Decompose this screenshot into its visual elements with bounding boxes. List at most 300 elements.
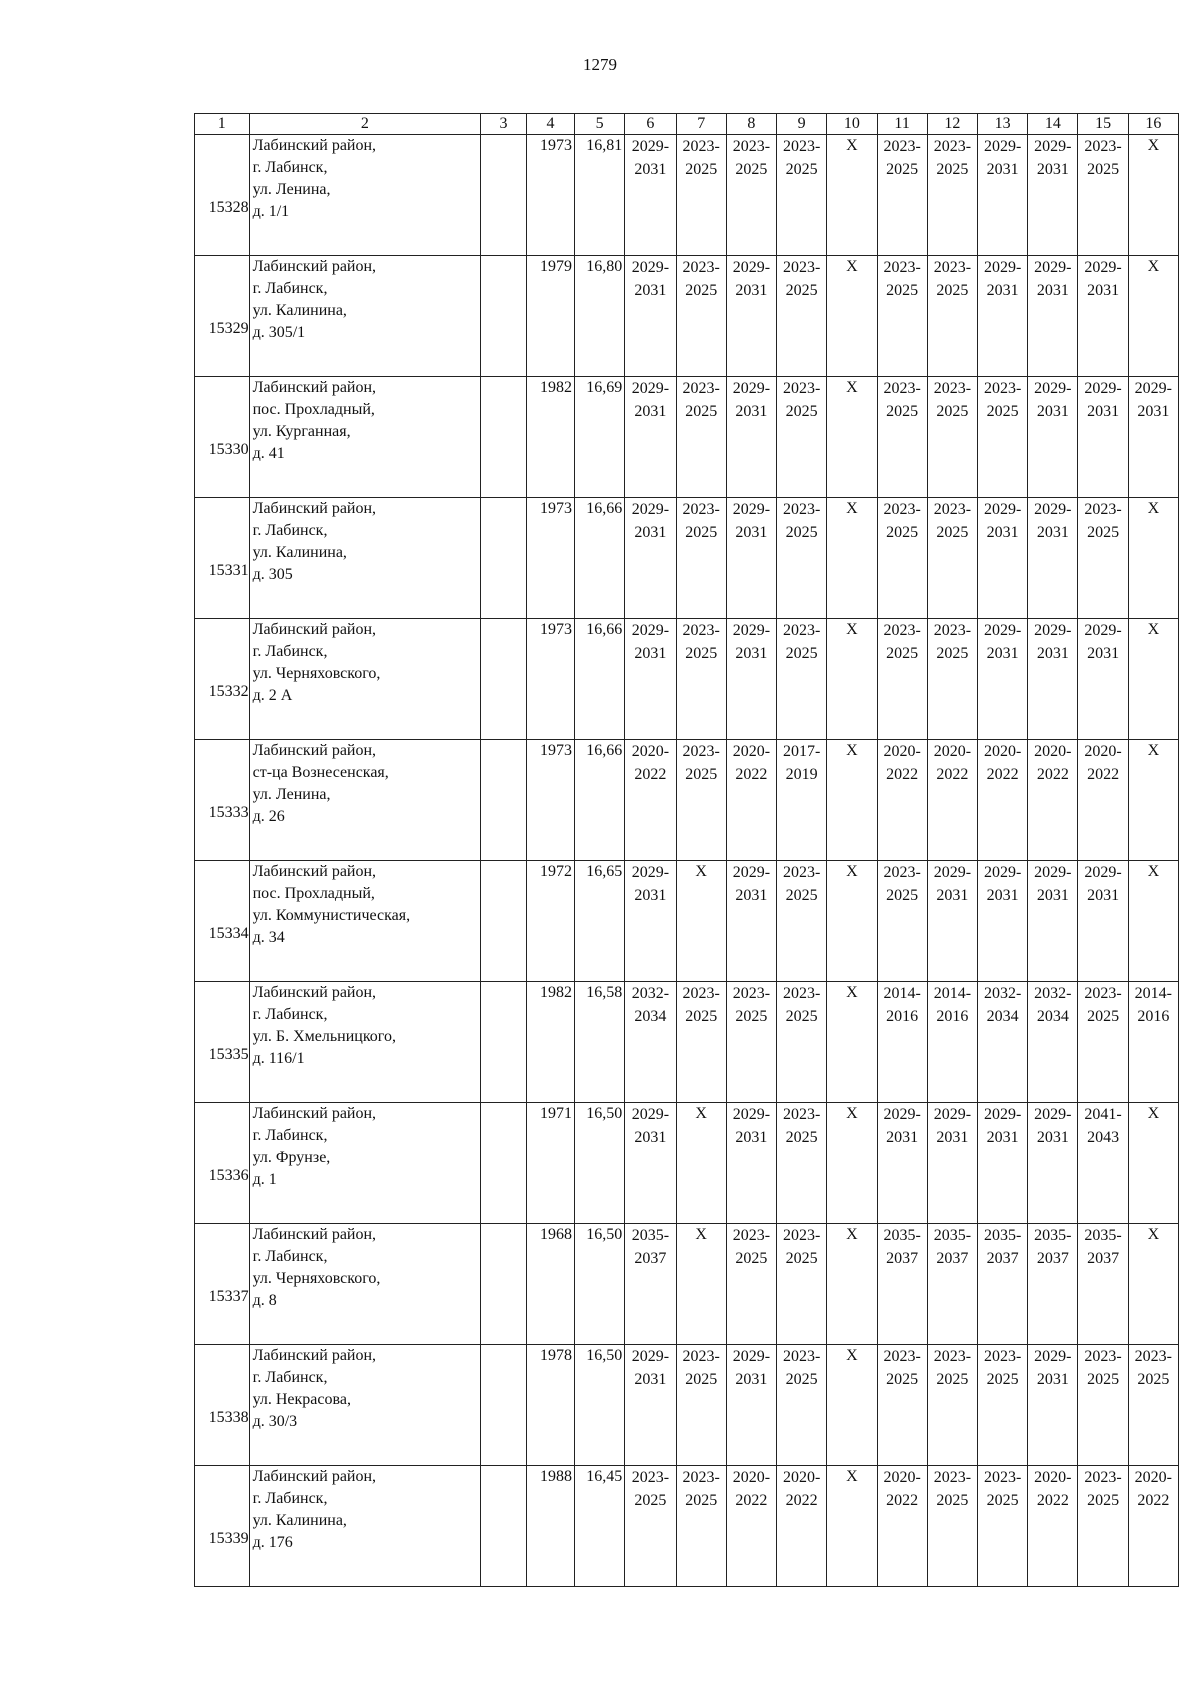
not-applicable-cell: X	[827, 1345, 877, 1466]
period-start: 2023-	[783, 1106, 821, 1123]
period-end: 2025	[1087, 524, 1120, 541]
column-header: 7	[676, 114, 726, 135]
column-header: 5	[575, 114, 625, 135]
period-start: 2029-	[631, 259, 670, 276]
period-end: 2025	[886, 887, 919, 904]
period-start: 2029-	[1034, 259, 1072, 276]
period-end: 2031	[1087, 645, 1120, 662]
record-number-cell	[195, 982, 250, 1103]
address-line: д. 41	[252, 445, 285, 462]
period-cell	[877, 982, 927, 1103]
record-number: 15331	[208, 561, 249, 579]
not-applicable-cell: X	[827, 256, 877, 377]
period-start: 2014-	[883, 985, 921, 1002]
period-start: 2029-	[983, 138, 1022, 155]
not-applicable-cell: X	[676, 1224, 726, 1345]
period-end: 2031	[1036, 282, 1069, 299]
period-cell	[1078, 1345, 1128, 1466]
column-header: 1	[195, 114, 250, 135]
address-line: д. 116/1	[252, 1050, 305, 1067]
period-end: 2031	[886, 1129, 919, 1146]
column-header: 2	[249, 114, 481, 135]
table-row	[195, 740, 1179, 861]
period-end: 2025	[1087, 1371, 1120, 1388]
record-number: 15337	[208, 1287, 249, 1305]
period-cell	[1028, 982, 1078, 1103]
period-cell	[777, 1103, 827, 1224]
address-cell	[249, 1224, 481, 1345]
period-end: 2022	[785, 1492, 818, 1509]
column-3-cell	[481, 740, 527, 861]
column-header: 14	[1028, 114, 1078, 135]
not-applicable-cell: X	[1128, 1224, 1178, 1345]
period-start: 2029-	[631, 1348, 670, 1365]
record-number: 15332	[208, 682, 249, 700]
period-cell	[726, 861, 776, 982]
period-end: 2031	[1036, 887, 1069, 904]
period-end: 2031	[1087, 282, 1120, 299]
table-row	[195, 498, 1179, 619]
address-line: г. Лабинск,	[252, 159, 328, 176]
period-end: 2031	[986, 524, 1019, 541]
period-start: 2023-	[1084, 501, 1122, 518]
period-end: 2031	[936, 887, 969, 904]
period-start: 2029-	[1034, 1348, 1072, 1365]
column-header-row	[195, 114, 1179, 135]
address-line: ул. Черняховского,	[252, 665, 381, 682]
period-start: 2035-	[983, 1227, 1022, 1244]
period-cell	[977, 498, 1027, 619]
period-cell	[877, 256, 927, 377]
period-end: 2025	[886, 403, 919, 420]
period-cell	[1028, 377, 1078, 498]
period-end: 2037	[634, 1250, 667, 1267]
not-applicable-cell: X	[1128, 619, 1178, 740]
year-cell: 1973	[526, 135, 574, 256]
period-start: 2017-	[783, 743, 821, 760]
year-cell: 1973	[526, 740, 574, 861]
address-line: ул. Ленина,	[252, 181, 331, 198]
period-cell	[676, 1466, 726, 1587]
period-end: 2025	[936, 1492, 969, 1509]
column-3-cell	[481, 982, 527, 1103]
period-start: 2029-	[1084, 864, 1122, 881]
period-start: 2035-	[933, 1227, 972, 1244]
column-3-cell	[481, 135, 527, 256]
period-start: 2023-	[1134, 1348, 1172, 1365]
year-cell: 1971	[526, 1103, 574, 1224]
period-start: 2029-	[732, 380, 771, 397]
period-cell	[625, 861, 676, 982]
period-start: 2029-	[732, 864, 771, 881]
record-number-cell	[195, 256, 250, 377]
period-cell	[977, 135, 1027, 256]
period-cell	[625, 377, 676, 498]
period-cell	[977, 619, 1027, 740]
period-end: 2025	[785, 1129, 818, 1146]
period-start: 2029-	[1034, 1106, 1072, 1123]
period-start: 2032-	[983, 985, 1022, 1002]
address-line: Лабинский район,	[252, 1347, 377, 1364]
column-header: 8	[726, 114, 776, 135]
period-cell	[977, 740, 1027, 861]
period-start: 2029-	[1034, 622, 1072, 639]
address-line: ул. Курганная,	[252, 423, 351, 440]
period-cell	[777, 1466, 827, 1587]
period-start: 2029-	[631, 622, 670, 639]
period-start: 2020-	[732, 743, 771, 760]
period-start: 2023-	[983, 1348, 1022, 1365]
period-cell	[877, 135, 927, 256]
period-start: 2023-	[1084, 1348, 1122, 1365]
period-end: 2025	[685, 161, 718, 178]
period-end: 2025	[986, 1492, 1019, 1509]
column-3-cell	[481, 256, 527, 377]
period-end: 2031	[1036, 1371, 1069, 1388]
period-end: 2034	[986, 1008, 1019, 1025]
period-cell	[1078, 498, 1128, 619]
period-cell	[1028, 1224, 1078, 1345]
period-end: 2022	[986, 766, 1019, 783]
address-line: ул. Черняховского,	[252, 1270, 381, 1287]
not-applicable-cell: X	[1128, 256, 1178, 377]
period-cell	[1028, 740, 1078, 861]
period-start: 2029-	[983, 259, 1022, 276]
address-line: г. Лабинск,	[252, 1248, 328, 1265]
period-end: 2022	[1036, 766, 1069, 783]
period-cell	[927, 1103, 977, 1224]
year-cell: 1988	[526, 1466, 574, 1587]
period-cell	[726, 982, 776, 1103]
period-end: 2031	[986, 161, 1019, 178]
address-cell	[249, 135, 481, 256]
period-cell	[625, 740, 676, 861]
period-end: 2025	[986, 1371, 1019, 1388]
period-start: 2029-	[1034, 864, 1072, 881]
period-end: 2025	[685, 1371, 718, 1388]
period-end: 2019	[785, 766, 818, 783]
address-line: ул. Калинина,	[252, 302, 347, 319]
record-number: 15329	[208, 319, 249, 337]
period-start: 2023-	[1084, 138, 1122, 155]
address-line: Лабинский район,	[252, 137, 377, 154]
period-start: 2023-	[682, 380, 720, 397]
period-cell	[726, 377, 776, 498]
period-end: 2022	[886, 766, 919, 783]
period-end: 2025	[1137, 1371, 1170, 1388]
record-number: 15334	[208, 924, 249, 942]
record-number: 15338	[208, 1408, 249, 1426]
period-end: 2031	[936, 1129, 969, 1146]
address-cell	[249, 498, 481, 619]
period-start: 2023-	[732, 985, 771, 1002]
period-cell	[927, 1345, 977, 1466]
address-cell	[249, 377, 481, 498]
period-end: 2034	[634, 1008, 667, 1025]
address-cell	[249, 740, 481, 861]
period-start: 2023-	[732, 138, 771, 155]
period-end: 2025	[936, 645, 969, 662]
period-start: 2023-	[682, 1469, 720, 1486]
period-start: 2029-	[732, 622, 771, 639]
period-end: 2025	[936, 282, 969, 299]
period-end: 2031	[735, 524, 768, 541]
period-cell	[1078, 861, 1128, 982]
address-cell	[249, 982, 481, 1103]
period-start: 2029-	[631, 864, 670, 881]
table-row	[195, 982, 1179, 1103]
year-cell: 1973	[526, 498, 574, 619]
period-start: 2023-	[682, 501, 720, 518]
period-cell	[726, 498, 776, 619]
period-start: 2029-	[1084, 380, 1122, 397]
period-end: 2031	[634, 1129, 667, 1146]
area-cell: 16,80	[575, 256, 625, 377]
address-cell	[249, 1345, 481, 1466]
period-end: 2025	[735, 1008, 768, 1025]
period-cell	[927, 256, 977, 377]
period-end: 2025	[685, 403, 718, 420]
period-cell	[1078, 1103, 1128, 1224]
column-header: 16	[1128, 114, 1178, 135]
area-cell: 16,50	[575, 1103, 625, 1224]
period-end: 2031	[634, 403, 667, 420]
period-end: 2025	[886, 645, 919, 662]
period-cell	[676, 1345, 726, 1466]
period-cell	[1078, 619, 1128, 740]
period-end: 2025	[685, 524, 718, 541]
period-end: 2025	[785, 403, 818, 420]
period-cell	[625, 619, 676, 740]
period-cell	[877, 1103, 927, 1224]
not-applicable-cell: X	[1128, 135, 1178, 256]
address-line: ул. Б. Хмельницкого,	[252, 1028, 396, 1045]
period-start: 2035-	[631, 1227, 670, 1244]
period-end: 2025	[735, 1250, 768, 1267]
period-end: 2025	[1087, 1008, 1120, 1025]
table-row	[195, 256, 1179, 377]
period-end: 2031	[1087, 403, 1120, 420]
period-start: 2014-	[933, 985, 972, 1002]
period-cell	[777, 619, 827, 740]
table-row	[195, 1345, 1179, 1466]
period-cell	[977, 1224, 1027, 1345]
period-end: 2025	[785, 282, 818, 299]
period-start: 2029-	[1084, 622, 1122, 639]
period-end: 2031	[735, 282, 768, 299]
period-cell	[977, 256, 1027, 377]
period-end: 2037	[1036, 1250, 1069, 1267]
period-end: 2031	[1137, 403, 1170, 420]
period-cell	[625, 135, 676, 256]
period-end: 2025	[685, 1008, 718, 1025]
year-cell: 1972	[526, 861, 574, 982]
record-number-cell	[195, 861, 250, 982]
table-row	[195, 861, 1179, 982]
period-cell	[777, 135, 827, 256]
period-start: 2023-	[883, 501, 921, 518]
period-start: 2023-	[783, 138, 821, 155]
period-end: 2022	[936, 766, 969, 783]
period-cell	[777, 982, 827, 1103]
not-applicable-cell: X	[1128, 740, 1178, 861]
period-cell	[625, 1224, 676, 1345]
period-cell	[676, 498, 726, 619]
period-cell	[625, 1466, 676, 1587]
period-start: 2035-	[883, 1227, 921, 1244]
period-start: 2023-	[682, 622, 720, 639]
year-cell: 1979	[526, 256, 574, 377]
period-end: 2025	[936, 403, 969, 420]
period-start: 2020-	[1034, 743, 1072, 760]
period-start: 2029-	[883, 1106, 921, 1123]
period-start: 2014-	[1134, 985, 1172, 1002]
period-end: 2016	[936, 1008, 969, 1025]
period-cell	[877, 1224, 927, 1345]
period-cell	[726, 1345, 776, 1466]
period-end: 2031	[986, 282, 1019, 299]
period-cell	[927, 135, 977, 256]
period-cell	[726, 1224, 776, 1345]
period-start: 2023-	[883, 864, 921, 881]
period-cell	[1078, 135, 1128, 256]
not-applicable-cell: X	[827, 377, 877, 498]
period-end: 2031	[1036, 161, 1069, 178]
address-line: Лабинский район,	[252, 621, 377, 638]
period-end: 2025	[936, 524, 969, 541]
period-start: 2029-	[631, 380, 670, 397]
period-end: 2022	[735, 1492, 768, 1509]
column-3-cell	[481, 377, 527, 498]
period-end: 2034	[1036, 1008, 1069, 1025]
period-cell	[777, 861, 827, 982]
address-line: г. Лабинск,	[252, 522, 328, 539]
area-cell: 16,45	[575, 1466, 625, 1587]
period-end: 2025	[785, 1250, 818, 1267]
period-end: 2025	[936, 161, 969, 178]
period-start: 2029-	[732, 259, 771, 276]
period-start: 2023-	[983, 380, 1022, 397]
period-start: 2020-	[883, 1469, 921, 1486]
period-cell	[726, 1466, 776, 1587]
record-number-cell	[195, 1345, 250, 1466]
period-start: 2023-	[631, 1469, 670, 1486]
period-start: 2029-	[732, 1348, 771, 1365]
period-cell	[1078, 1466, 1128, 1587]
address-line: Лабинский район,	[252, 1105, 377, 1122]
period-cell	[927, 982, 977, 1103]
period-end: 2037	[1087, 1250, 1120, 1267]
period-end: 2025	[785, 1371, 818, 1388]
period-start: 2029-	[1134, 380, 1172, 397]
period-end: 2025	[785, 1008, 818, 1025]
address-line: Лабинский район,	[252, 379, 377, 396]
year-cell: 1968	[526, 1224, 574, 1345]
address-line: ул. Калинина,	[252, 544, 347, 561]
column-3-cell	[481, 498, 527, 619]
address-line: Лабинский район,	[252, 258, 377, 275]
period-cell	[877, 740, 927, 861]
period-start: 2023-	[732, 1227, 771, 1244]
column-header: 6	[625, 114, 676, 135]
period-end: 2025	[685, 766, 718, 783]
period-end: 2025	[1087, 161, 1120, 178]
period-end: 2031	[1036, 524, 1069, 541]
period-start: 2029-	[983, 622, 1022, 639]
period-start: 2020-	[783, 1469, 821, 1486]
period-start: 2023-	[883, 622, 921, 639]
record-number-cell	[195, 135, 250, 256]
period-cell	[1028, 861, 1078, 982]
period-end: 2025	[785, 887, 818, 904]
period-cell	[1128, 1466, 1178, 1587]
period-start: 2029-	[983, 501, 1022, 518]
column-header: 13	[977, 114, 1027, 135]
period-cell	[1128, 982, 1178, 1103]
period-start: 2023-	[883, 1348, 921, 1365]
period-start: 2020-	[933, 743, 972, 760]
not-applicable-cell: X	[827, 498, 877, 619]
address-cell	[249, 861, 481, 982]
address-cell	[249, 1103, 481, 1224]
period-cell	[877, 1466, 927, 1587]
period-end: 2031	[634, 645, 667, 662]
period-cell	[1028, 1466, 1078, 1587]
period-end: 2037	[936, 1250, 969, 1267]
not-applicable-cell: X	[1128, 861, 1178, 982]
period-end: 2037	[986, 1250, 1019, 1267]
period-start: 2023-	[1084, 985, 1122, 1002]
registry-table	[194, 113, 1179, 1587]
record-number: 15328	[208, 198, 249, 216]
period-start: 2023-	[682, 1348, 720, 1365]
period-start: 2029-	[933, 864, 972, 881]
address-cell	[249, 256, 481, 377]
period-cell	[1078, 377, 1128, 498]
address-line: Лабинский район,	[252, 500, 377, 517]
period-start: 2023-	[783, 864, 821, 881]
period-start: 2041-	[1084, 1106, 1122, 1123]
period-start: 2023-	[783, 501, 821, 518]
record-number: 15336	[208, 1166, 249, 1184]
period-cell	[877, 498, 927, 619]
period-end: 2031	[634, 524, 667, 541]
column-3-cell	[481, 1224, 527, 1345]
address-line: д. 1/1	[252, 203, 290, 220]
address-line: д. 30/3	[252, 1413, 298, 1430]
period-cell	[1078, 740, 1128, 861]
period-start: 2029-	[983, 864, 1022, 881]
period-end: 2031	[735, 887, 768, 904]
period-start: 2023-	[1084, 1469, 1122, 1486]
period-start: 2029-	[933, 1106, 972, 1123]
table-row	[195, 1224, 1179, 1345]
period-cell	[625, 1103, 676, 1224]
not-applicable-cell: X	[676, 1103, 726, 1224]
period-cell	[927, 1466, 977, 1587]
period-cell	[1128, 377, 1178, 498]
address-line: д. 305/1	[252, 324, 306, 341]
address-line: г. Лабинск,	[252, 1006, 328, 1023]
period-end: 2022	[1036, 1492, 1069, 1509]
period-cell	[927, 1224, 977, 1345]
period-end: 2025	[785, 645, 818, 662]
area-cell: 16,81	[575, 135, 625, 256]
period-end: 2031	[1036, 403, 1069, 420]
period-end: 2031	[634, 161, 667, 178]
column-header: 10	[827, 114, 877, 135]
period-cell	[777, 1345, 827, 1466]
